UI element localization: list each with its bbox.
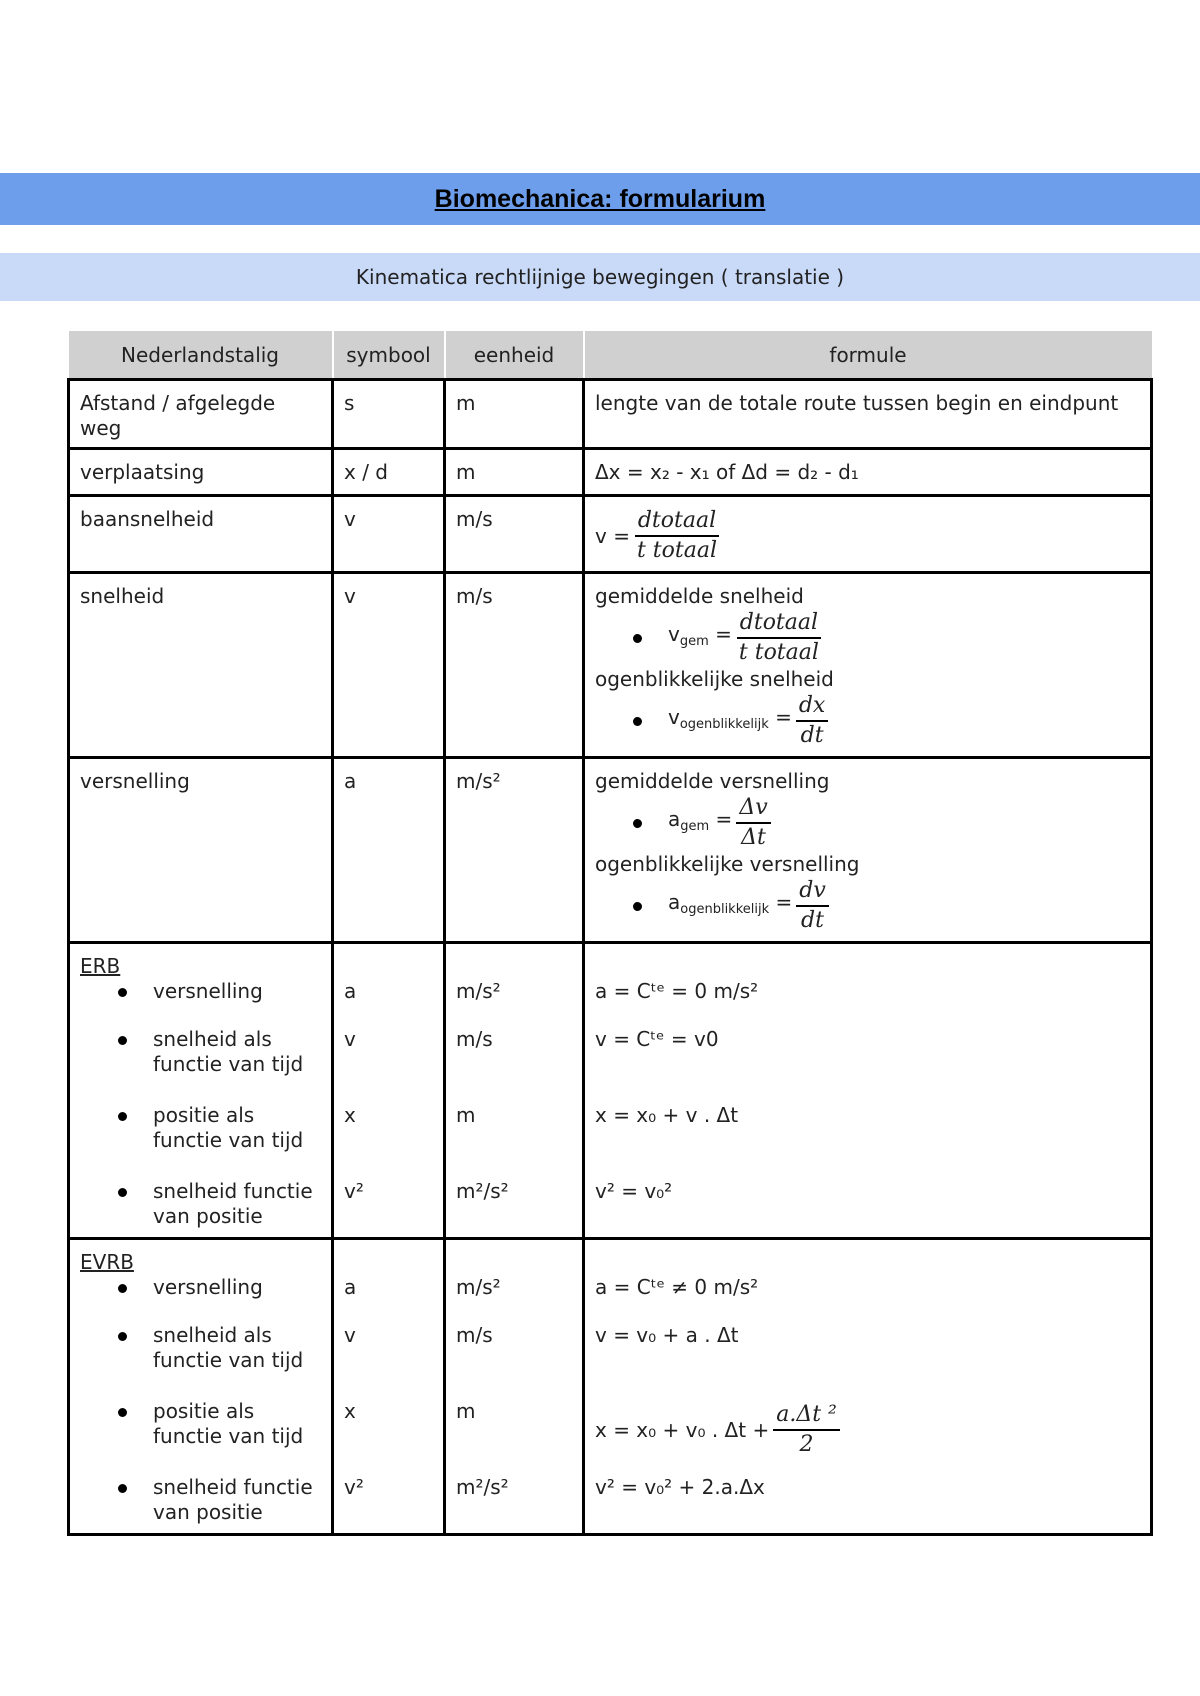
formula-value: a = Cᵗᵉ = 0 m/s² [595,979,759,1003]
bullet-icon [118,1332,127,1341]
formula-bullet [595,692,1140,750]
bullet-icon [118,1036,127,1045]
cell-unit: m/s [445,573,584,758]
equation-lhs: $v_{gem}$ = [668,622,732,649]
fraction [634,507,720,565]
fraction [736,609,822,667]
cell-formula [584,1239,1152,1535]
cell-unit [445,1239,584,1535]
denominator: Δt [741,825,766,850]
cell-name: verplaatsing [69,449,333,496]
cell-name: baansnelheid [69,496,333,573]
fraction [796,877,829,935]
bullet-icon [633,902,642,911]
unit-value: m²/s² [456,1179,509,1203]
formula-value: v² = v₀² [595,1179,673,1203]
formula-value [595,1399,1140,1475]
formula-label: ogenblikkelijke versnelling [595,852,860,876]
table-row [69,449,1152,496]
fraction [736,794,770,852]
page-title: Biomechanica: formularium [434,184,766,213]
denominator: dt [801,908,824,933]
unit-value: m/s [456,1323,493,1347]
list-item: snelheid als functie van tijd [80,1323,321,1399]
formula-bullet [595,609,1140,667]
table-row-erb [69,943,1152,1239]
table-row [69,496,1152,573]
cell-unit [445,943,584,1239]
formula-label: gemiddelde snelheid [595,584,804,608]
cell-symbol: x / d [333,449,445,496]
list-item: snelheid functie van positie [80,1475,321,1527]
unit-value: m [456,1103,476,1127]
cell-unit: m [445,380,584,449]
numerator: a.Δt ² [773,1401,840,1431]
unit-value: m/s² [456,979,501,1003]
cell-unit: m [445,449,584,496]
bullet-icon [118,988,127,997]
cell-name: snelheid [69,573,333,758]
numerator: dtotaal [737,609,821,639]
table-row [69,380,1152,449]
unit-value: m/s [456,1027,493,1051]
equation-lhs: x = x₀ + v₀ . Δt + [595,1417,770,1442]
equation [595,507,1140,565]
cell-symbol: v [333,573,445,758]
list-item: versnelling [80,1275,321,1323]
symbol-value: a [344,1275,357,1299]
subtitle-band [0,253,1200,301]
bullet-icon [633,819,642,828]
list-item: snelheid als functie van tijd [80,1027,321,1103]
cell-symbol [333,943,445,1239]
cell-formula: lengte van de totale route tussen begin en eindpunt [584,380,1152,449]
bullet-icon [118,1408,127,1417]
denominator: dt [800,723,824,748]
denominator: t totaal [738,640,819,665]
cell-unit: m/s [445,496,584,573]
table-row [69,758,1152,943]
numerator: dtotaal [635,507,719,537]
fraction [773,1401,840,1459]
cell-unit: m/s² [445,758,584,943]
unit-value: m [456,1399,476,1423]
cell-name: Afstand / afgelegde weg [69,380,333,449]
formula-bullet [595,877,1140,935]
cell-symbol [333,1239,445,1535]
section-subtitle: Kinematica rechtlijnige bewegingen ( translatie ) [355,265,845,289]
bullet-icon [118,1484,127,1493]
denominator: 2 [799,1432,814,1457]
equation-lhs: $a_{gem}$ = [668,807,733,834]
bullet-icon [118,1188,127,1197]
title-band [0,173,1200,225]
formula-value: v = Cᵗᵉ = v0 [595,1027,719,1051]
cell-name [69,1239,333,1535]
equation-lhs: v = [595,523,630,548]
equation-lhs: $v_{ogenblikkelijk}$ = [668,705,792,732]
cell-symbol: a [333,758,445,943]
formula-table [67,331,1153,1536]
bullet-icon [633,717,642,726]
denominator: t totaal [636,538,717,563]
equation-lhs: $a_{ogenblikkelijk}$ = [668,890,793,917]
cell-name: versnelling [69,758,333,943]
section-heading-erb: ERB [80,954,121,978]
symbol-value: v² [344,1475,364,1499]
formula-label: gemiddelde versnelling [595,769,830,793]
formula-value: v = v₀ + a . Δt [595,1323,739,1347]
bullet-icon [118,1112,127,1121]
symbol-value: a [344,979,357,1003]
bullet-icon [633,634,642,643]
list-item: positie als functie van tijd [80,1103,321,1179]
numerator: Δv [736,794,770,824]
formula-bullet [595,794,1140,852]
unit-value: m/s² [456,1275,501,1299]
numerator: dv [796,877,829,907]
bullet-icon [118,1284,127,1293]
header-symbol: symbool [333,331,445,380]
table-row-evrb [69,1239,1152,1535]
table-header-row [69,331,1152,380]
cell-symbol: v [333,496,445,573]
symbol-value: v² [344,1179,364,1203]
symbol-value: v [344,1027,356,1051]
formula-value: v² = v₀² + 2.a.Δx [595,1475,765,1499]
formula-value: x = x₀ + v . Δt [595,1103,739,1127]
cell-formula [584,758,1152,943]
fraction [796,692,829,750]
formula-value: a = Cᵗᵉ ≠ 0 m/s² [595,1275,759,1299]
table-row [69,573,1152,758]
cell-symbol: s [333,380,445,449]
cell-name [69,943,333,1239]
formula-label: ogenblikkelijke snelheid [595,667,834,691]
section-heading-evrb: EVRB [80,1250,134,1274]
header-name: Nederlandstalig [69,331,333,380]
numerator: dx [796,692,829,722]
unit-value: m²/s² [456,1475,509,1499]
symbol-value: x [344,1103,356,1127]
list-item: versnelling [80,979,321,1027]
list-item: snelheid functie van positie [80,1179,321,1231]
cell-formula [584,943,1152,1239]
cell-formula [584,496,1152,573]
list-item: positie als functie van tijd [80,1399,321,1475]
cell-formula: Δx = x₂ - x₁ of Δd = d₂ - d₁ [584,449,1152,496]
cell-formula [584,573,1152,758]
symbol-value: x [344,1399,356,1423]
header-unit: eenheid [445,331,584,380]
symbol-value: v [344,1323,356,1347]
header-formula: formule [584,331,1152,380]
